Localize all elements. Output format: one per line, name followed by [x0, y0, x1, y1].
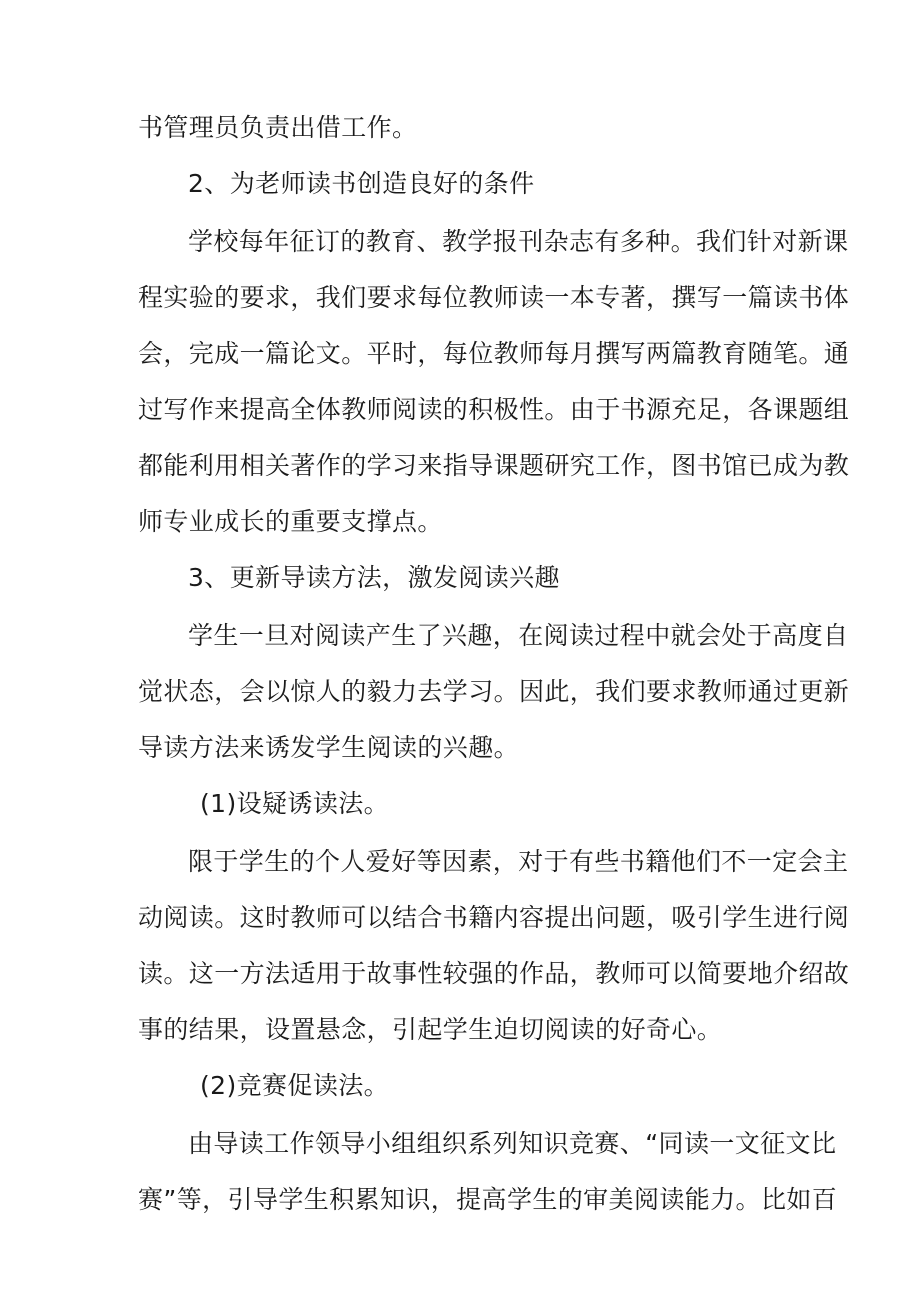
text-line: 书管理员负责出借工作。 [138, 113, 418, 142]
section-heading: 2、为老师读书创造良好的条件 [188, 169, 535, 198]
paragraph-line: 过写作来提高全体教师阅读的积极性。由于书源充足，各课题组 [138, 395, 850, 424]
paragraph-line: 都能利用相关著作的学习来指导课题研究工作，图书馆已成为教 [138, 451, 850, 480]
paragraph-line: 赛”等，引导学生积累知识，提高学生的审美阅读能力。比如百 [138, 1185, 838, 1214]
paragraph-line: 学校每年征订的教育、教学报刊杂志有多种。我们针对新课 [188, 227, 849, 256]
paragraph-line: 会，完成一篇论文。平时，每位教师每月撰写两篇教育随笔。通 [138, 339, 850, 368]
paragraph-line: 读。这一方法适用于故事性较强的作品，教师可以简要地介绍故 [138, 959, 850, 988]
paragraph-line: 动阅读。这时教师可以结合书籍内容提出问题，吸引学生进行阅 [138, 903, 850, 932]
paragraph-line: 导读方法来诱发学生阅读的兴趣。 [138, 733, 520, 762]
section-heading: 3、更新导读方法，激发阅读兴趣 [188, 563, 560, 592]
paragraph-line: 学生一旦对阅读产生了兴趣，在阅读过程中就会处于高度自 [188, 621, 849, 650]
paragraph-line: 师专业成长的重要支撑点。 [138, 507, 443, 536]
paragraph-line: 由导读工作领导小组组织系列知识竞赛、“同读一文征文比 [188, 1129, 837, 1158]
paragraph-line: 事的结果，设置悬念，引起学生迫切阅读的好奇心。 [138, 1015, 723, 1044]
paragraph-line: 程实验的要求，我们要求每位教师读一本专著，撰写一篇读书体 [138, 283, 850, 312]
subheading: (1)设疑诱读法。 [200, 789, 390, 818]
paragraph-line: 觉状态，会以惊人的毅力去学习。因此，我们要求教师通过更新 [138, 677, 850, 706]
subheading: (2)竞赛促读法。 [200, 1071, 390, 1100]
paragraph-line: 限于学生的个人爱好等因素，对于有些书籍他们不一定会主 [188, 847, 849, 876]
